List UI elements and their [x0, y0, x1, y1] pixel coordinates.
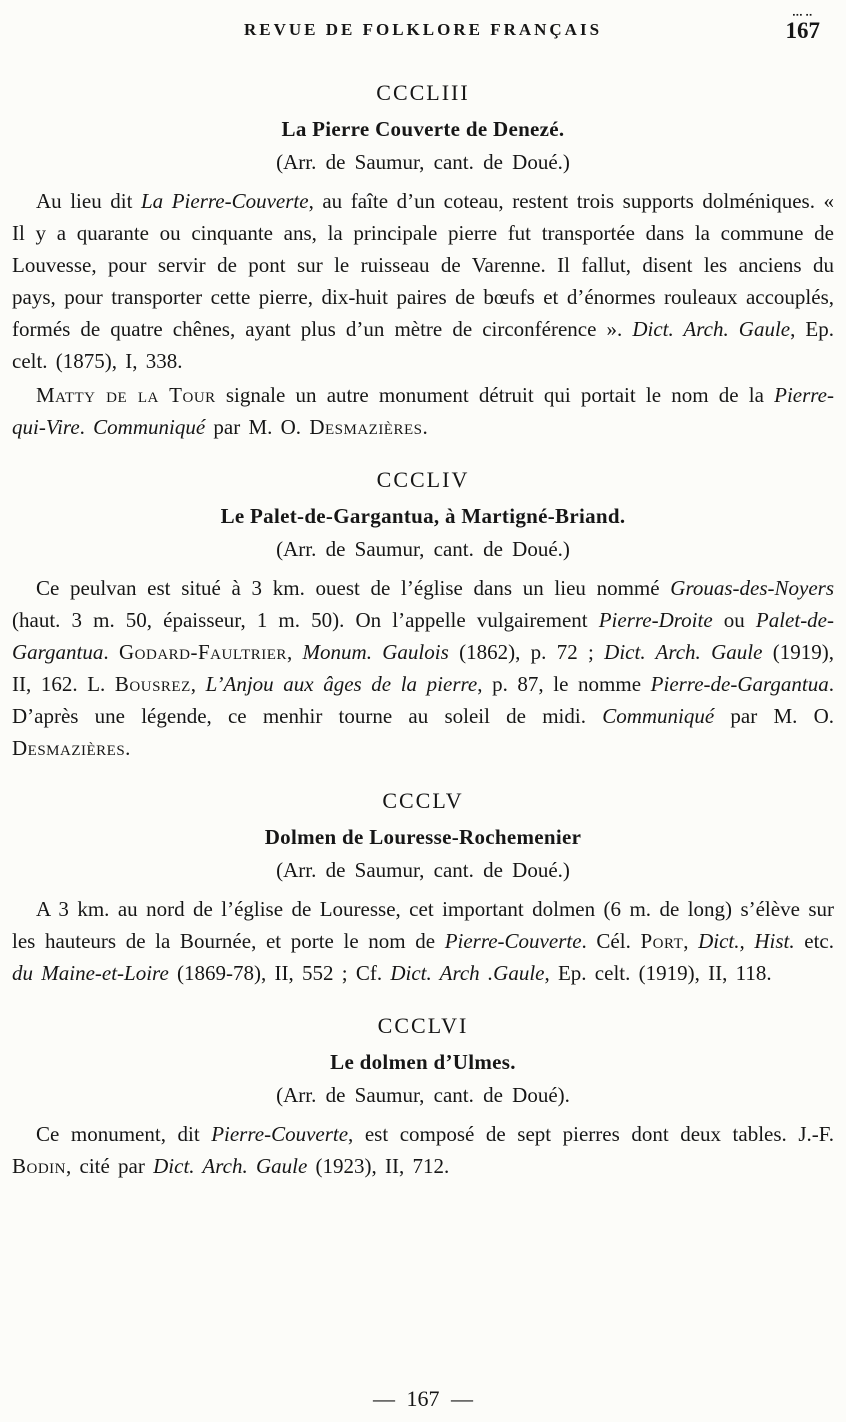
footer-page-number: — 167 —	[373, 1386, 473, 1411]
entry-paragraph: Matty de la Tour signale un autre monument détruit qui portait le nom de la Pierre-qui-Vire. Communiqué par M. O. Desmazières.	[12, 383, 834, 439]
entry-number: CCCLVI	[377, 1013, 469, 1038]
entry-location: (Arr. de Saumur, cant. de Doué).	[276, 1083, 570, 1107]
entry-location: (Arr. de Saumur, cant. de Doué.)	[276, 858, 570, 882]
entry-ccclvi	[12, 1013, 834, 1182]
entry-title: Dolmen de Louresse-Rochemenier	[264, 825, 582, 849]
entry-paragraph: Ce peulvan est situé à 3 km. ouest de l’église dans un lieu nommé Grouas-des-Noyers (haut. 3 m. 50, épaisseur, 1 m. 50). On l’appelle vulgairement Pierre-Droite ou Palet-de-Gargantua. Godard-Faultrier, Monum. Gaulois (1862), p. 72 ; Dict. Arch. Gaule (1919), II, 162. L. Bousrez, L’Anjou aux âges de la pierre, p. 87, le nomme Pierre-de-Gargantua. D’après une légende, ce menhir tourne au soleil de midi. Communiqué par M. O. Desmazières.	[12, 576, 835, 760]
entry-cccliv	[12, 467, 834, 764]
entry-title: Le Palet-de-Gargantua, à Martigné-Briand.	[220, 504, 626, 528]
entry-title: Le dolmen d’Ulmes.	[330, 1050, 516, 1074]
ink-artifact: ▪▪▪ ▪▪	[792, 11, 813, 19]
entry-title: La Pierre Couverte de Denezé.	[281, 117, 565, 141]
page-number: 167	[785, 18, 820, 43]
page-number-top	[786, 12, 821, 42]
entry-paragraph: Ce monument, dit Pierre-Couverte, est composé de sept pierres dont deux tables. J.-F. Bodin, cité par Dict. Arch. Gaule (1923), II, 712.	[12, 1122, 834, 1178]
entry-location: (Arr. de Saumur, cant. de Doué.)	[276, 150, 570, 174]
entry-cccliii	[12, 80, 834, 443]
entry-location: (Arr. de Saumur, cant. de Doué.)	[276, 537, 570, 561]
entry-number: CCCLV	[382, 788, 464, 813]
entry-ccclv	[12, 788, 834, 989]
entry-number: CCCLIV	[376, 467, 470, 492]
journal-title: REVUE DE FOLKLORE FRANÇAIS	[243, 20, 603, 39]
entry-paragraph: A 3 km. au nord de l’église de Louresse, cet important dolmen (6 m. de long) s’élève sur les hauteurs de la Bournée, et porte le nom de Pierre-Couverte. Cél. Port, Dict., Hist. etc. du Maine-et-Loire (1869-78), II, 552 ; Cf. Dict. Arch .Gaule, Ep. celt. (1919), II, 118.	[12, 897, 835, 985]
entry-paragraph: Au lieu dit La Pierre-Couverte, au faîte d’un coteau, restent trois supports dolméniques. « Il y a quarante ou cinquante ans, la principale pierre fut transportée dans la commune de Louvesse, pour servir de pont sur le ruisseau de Varenne. Il fallut, disent les anciens du pays, pour transporter cette pierre, dix-huit paires de bœufs et d’énormes rouleaux accouplés, formés de quatre chênes, ayant plus d’un mètre de circonférence ». Dict. Arch. Gaule, Ep. celt. (1875), I, 338.	[12, 189, 835, 373]
entry-number: CCCLIII	[376, 80, 470, 105]
running-header	[12, 12, 834, 56]
